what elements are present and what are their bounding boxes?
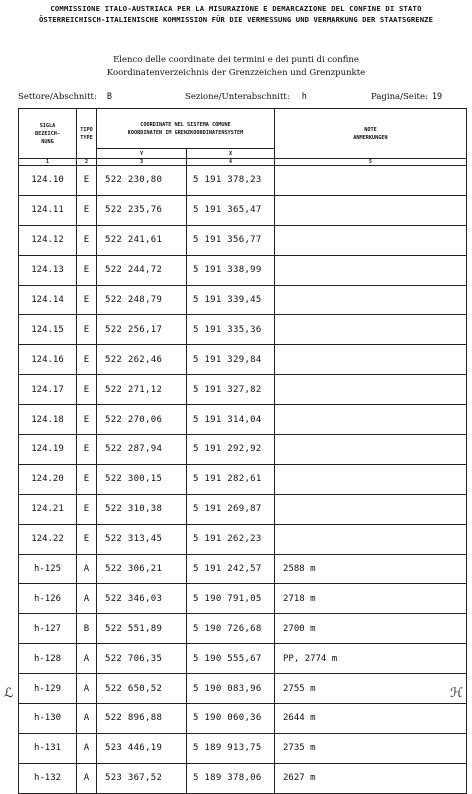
tipo-cell: B: [77, 614, 97, 644]
x-coordinate-cell: 5 190 555,67: [187, 644, 275, 674]
sigla-cell: 124.11: [19, 195, 77, 225]
sigla-cell: 124.15: [19, 315, 77, 345]
note-cell: [275, 464, 467, 494]
col-header-coordinates: [97, 109, 275, 149]
tipo-cell: A: [77, 644, 97, 674]
note-cell: [275, 225, 467, 255]
y-coordinate-cell: 522 271,12: [97, 375, 187, 405]
sigla-cell: 124.16: [19, 345, 77, 375]
tipo-cell: E: [77, 166, 97, 196]
note-cell: [275, 405, 467, 435]
table-row: [19, 225, 467, 255]
sigla-cell: 124.12: [19, 225, 77, 255]
x-coordinate-cell: 5 191 242,57: [187, 554, 275, 584]
pagina-value: 19: [431, 92, 443, 102]
note-cell: PP, 2774 m: [275, 644, 467, 674]
y-coordinate-cell: 522 650,52: [97, 674, 187, 704]
col-number-4: 4: [187, 159, 275, 166]
table-row: [19, 733, 467, 763]
tipo-cell: E: [77, 255, 97, 285]
note-cell: 2735 m: [275, 733, 467, 763]
table-row: [19, 405, 467, 435]
x-coordinate-cell: 5 191 327,82: [187, 375, 275, 405]
column-number-row: [19, 159, 467, 166]
x-coordinate-cell: 5 190 083,96: [187, 674, 275, 704]
y-coordinate-cell: 522 230,80: [97, 166, 187, 196]
header-row-main: [19, 109, 467, 149]
y-coordinate-cell: 522 262,46: [97, 345, 187, 375]
y-coordinate-cell: 523 367,52: [97, 763, 187, 793]
table-row: [19, 345, 467, 375]
x-coordinate-cell: 5 191 365,47: [187, 195, 275, 225]
y-coordinate-cell: 522 706,35: [97, 644, 187, 674]
x-coordinate-cell: 5 191 292,92: [187, 435, 275, 465]
col-number-2: 2: [77, 159, 97, 166]
commission-title-german: ÖSTERREICHISCH-ITALIENISCHE KOMMISSION FÜR DIE VERMESSUNG UND VERMARKUNG DER STAATSGRENZE: [38, 15, 434, 24]
y-coordinate-cell: 522 287,94: [97, 435, 187, 465]
tipo-cell: E: [77, 524, 97, 554]
col-header-sigla: [19, 109, 77, 159]
x-coordinate-cell: 5 189 913,75: [187, 733, 275, 763]
y-coordinate-cell: 522 310,38: [97, 494, 187, 524]
coord-header-line2: KOORDINATEN IM GRENZKOORDINATENSYSTEM: [127, 129, 244, 136]
tipo-cell: E: [77, 494, 97, 524]
note-cell: [275, 524, 467, 554]
col-header-tipo: [77, 109, 97, 159]
tipo-cell: E: [77, 375, 97, 405]
sigla-cell: 124.10: [19, 166, 77, 196]
y-coordinate-cell: 522 300,15: [97, 464, 187, 494]
note-cell: [275, 494, 467, 524]
col-header-x: X: [187, 149, 275, 159]
sigla-cell: 124.22: [19, 524, 77, 554]
x-coordinate-cell: 5 191 262,23: [187, 524, 275, 554]
sigla-cell: 124.18: [19, 405, 77, 435]
note-cell: [275, 315, 467, 345]
x-coordinate-cell: 5 191 378,23: [187, 166, 275, 196]
tipo-cell: A: [77, 704, 97, 734]
x-coordinate-cell: 5 190 060,36: [187, 704, 275, 734]
y-coordinate-cell: 522 346,03: [97, 584, 187, 614]
sigla-cell: h-129: [19, 674, 77, 704]
table-row: [19, 524, 467, 554]
y-coordinate-cell: 522 306,21: [97, 554, 187, 584]
x-coordinate-cell: 5 191 338,99: [187, 255, 275, 285]
note-cell: 2755 m: [275, 674, 467, 704]
document-title-italian: Elenco delle coordinate dei termini e dei punti di confine: [113, 55, 359, 65]
x-coordinate-cell: 5 190 791,05: [187, 584, 275, 614]
table-row: [19, 704, 467, 734]
col-header-note: [275, 109, 467, 159]
table-row: [19, 435, 467, 465]
note-cell: [275, 195, 467, 225]
table-row: [19, 584, 467, 614]
pagina-field: [371, 92, 442, 102]
y-coordinate-cell: 522 270,06: [97, 405, 187, 435]
sezione-label: Sezione/Unterabschnitt:: [185, 92, 290, 102]
tipo-cell: A: [77, 763, 97, 793]
tipo-cell: E: [77, 345, 97, 375]
x-coordinate-cell: 5 191 329,84: [187, 345, 275, 375]
sezione-field: [185, 92, 307, 102]
commission-title-italian: COMMISSIONE ITALO-AUSTRIACA PER LA MISURAZIONE E DEMARCAZIONE DEL CONFINE DI STATO: [50, 4, 422, 13]
sigla-cell: 124.17: [19, 375, 77, 405]
sezione-value: h: [301, 92, 307, 102]
sigla-cell: h-126: [19, 584, 77, 614]
note-header-line2: ANMERKUNGEN: [353, 134, 388, 141]
settore-value: B: [106, 92, 112, 102]
sigla-cell: 124.13: [19, 255, 77, 285]
table-row: [19, 375, 467, 405]
note-cell: [275, 166, 467, 196]
tipo-cell: A: [77, 674, 97, 704]
table-row: [19, 763, 467, 793]
sigla-cell: h-131: [19, 733, 77, 763]
note-cell: 2700 m: [275, 614, 467, 644]
sigla-cell: h-125: [19, 554, 77, 584]
sigla-cell: h-132: [19, 763, 77, 793]
sigla-header-line2: BEZEICH-: [35, 130, 60, 137]
note-cell: [275, 375, 467, 405]
document-title-german: Koordinatenverzeichnis der Grenzzeichen und Grenzpunkte: [106, 68, 366, 78]
y-coordinate-cell: 522 313,45: [97, 524, 187, 554]
tipo-cell: A: [77, 554, 97, 584]
note-header-line1: NOTE: [364, 126, 377, 133]
tipo-cell: E: [77, 405, 97, 435]
tipo-cell: E: [77, 195, 97, 225]
sigla-cell: h-127: [19, 614, 77, 644]
sigla-cell: h-130: [19, 704, 77, 734]
note-cell: [275, 285, 467, 315]
x-coordinate-cell: 5 191 335,36: [187, 315, 275, 345]
y-coordinate-cell: 522 248,79: [97, 285, 187, 315]
col-number-5: 5: [275, 159, 467, 166]
sigla-cell: h-128: [19, 644, 77, 674]
note-cell: 2627 m: [275, 763, 467, 793]
tipo-cell: E: [77, 315, 97, 345]
settore-label: Settore/Abschnitt:: [18, 92, 97, 102]
x-coordinate-cell: 5 191 339,45: [187, 285, 275, 315]
table-row: [19, 255, 467, 285]
x-coordinate-cell: 5 191 356,77: [187, 225, 275, 255]
sigla-header-line3: NUNG: [41, 138, 54, 145]
tipo-cell: E: [77, 225, 97, 255]
table-row: [19, 644, 467, 674]
x-coordinate-cell: 5 191 282,61: [187, 464, 275, 494]
col-number-1: 1: [19, 159, 77, 166]
x-coordinate-cell: 5 189 378,06: [187, 763, 275, 793]
y-coordinate-cell: 522 235,76: [97, 195, 187, 225]
x-coordinate-cell: 5 190 726,68: [187, 614, 275, 644]
handwritten-initial-right: ℋ: [450, 686, 463, 701]
table-row: [19, 554, 467, 584]
note-cell: [275, 345, 467, 375]
sigla-header-line1: SIGLA: [39, 122, 56, 129]
tipo-cell: E: [77, 285, 97, 315]
y-coordinate-cell: 522 896,88: [97, 704, 187, 734]
x-coordinate-cell: 5 191 269,87: [187, 494, 275, 524]
table-row: [19, 285, 467, 315]
table-row: [19, 315, 467, 345]
table-row: [19, 195, 467, 225]
pagina-label: Pagina/Seite:: [371, 92, 428, 102]
table-row: [19, 614, 467, 644]
coord-header-line1: COORDINATE NEL SISTEMA COMUNE: [140, 121, 231, 128]
table-row: [19, 166, 467, 196]
y-coordinate-cell: 522 241,61: [97, 225, 187, 255]
table-row: [19, 464, 467, 494]
tipo-header-line2: TYPE: [80, 134, 93, 141]
table-row: [19, 494, 467, 524]
note-cell: 2644 m: [275, 704, 467, 734]
x-coordinate-cell: 5 191 314,04: [187, 405, 275, 435]
col-number-3: 3: [97, 159, 187, 166]
note-cell: 2588 m: [275, 554, 467, 584]
y-coordinate-cell: 522 244,72: [97, 255, 187, 285]
coordinates-table: [18, 108, 467, 794]
handwritten-initial-left: ℒ: [4, 686, 14, 701]
tipo-cell: E: [77, 435, 97, 465]
note-cell: [275, 435, 467, 465]
note-cell: [275, 255, 467, 285]
sigla-cell: 124.19: [19, 435, 77, 465]
tipo-cell: E: [77, 464, 97, 494]
sigla-cell: 124.14: [19, 285, 77, 315]
y-coordinate-cell: 523 446,19: [97, 733, 187, 763]
tipo-cell: A: [77, 584, 97, 614]
settore-field: [18, 92, 112, 102]
tipo-cell: A: [77, 733, 97, 763]
col-header-y: Y: [97, 149, 187, 159]
note-cell: 2718 m: [275, 584, 467, 614]
tipo-header-line1: TIPO: [80, 126, 93, 133]
sigla-cell: 124.21: [19, 494, 77, 524]
y-coordinate-cell: 522 256,17: [97, 315, 187, 345]
table-row: [19, 674, 467, 704]
y-coordinate-cell: 522 551,89: [97, 614, 187, 644]
sigla-cell: 124.20: [19, 464, 77, 494]
